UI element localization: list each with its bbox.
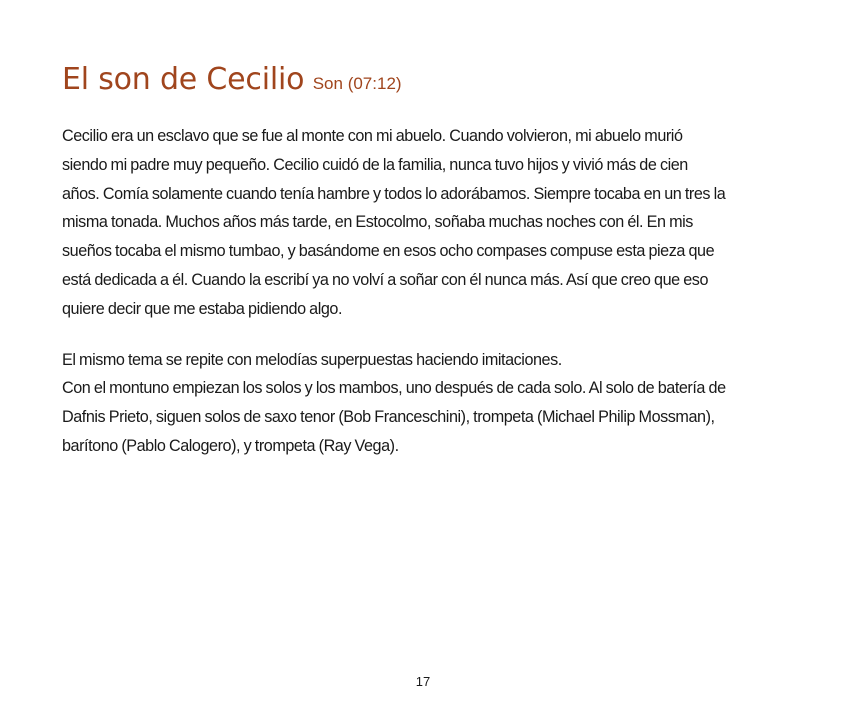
body-text [62,122,786,461]
page-subtitle: Son (07:12) [312,74,402,93]
text-line: misma tonada. Muchos años más tarde, en Estocolmo, soñaba muchas noches con él. En mis [62,213,693,232]
page-heading [62,60,782,105]
page-number: 17 [415,674,431,689]
text-line: El mismo tema se repite con melodías superpuestas haciendo imitaciones. [62,350,562,369]
text-line: barítono (Pablo Calogero), y trompeta (Ray Vega). [62,436,399,455]
paragraph-1 [62,122,786,324]
text-line: siendo mi padre muy pequeño. Cecilio cuidó de la familia, nunca tuvo hijos y vivió más de cien [62,155,688,174]
text-line: está dedicada a él. Cuando la escribí ya no volví a soñar con él nunca más. Así que creo que eso [62,270,708,289]
text-line: Dafnis Prieto, siguen solos de saxo tenor (Bob Franceschini), trompeta (Michael Philip Mossman), [62,408,715,427]
page-title: El son de Cecilio [62,62,305,97]
paragraph-2 [62,346,786,461]
text-line: Con el montuno empiezan los solos y los mambos, uno después de cada solo. Al solo de batería de [62,379,726,398]
text-line: años. Comía solamente cuando tenía hambre y todos lo adorábamos. Siempre tocaba en un tres la [62,184,726,203]
text-line: quiere decir que me estaba pidiendo algo. [62,299,343,318]
text-line: sueños tocaba el mismo tumbao, y basándome en esos ocho compases compuse esta pieza que [62,242,715,261]
text-line: Cecilio era un esclavo que se fue al monte con mi abuelo. Cuando volvieron, mi abuelo murió [62,127,683,145]
